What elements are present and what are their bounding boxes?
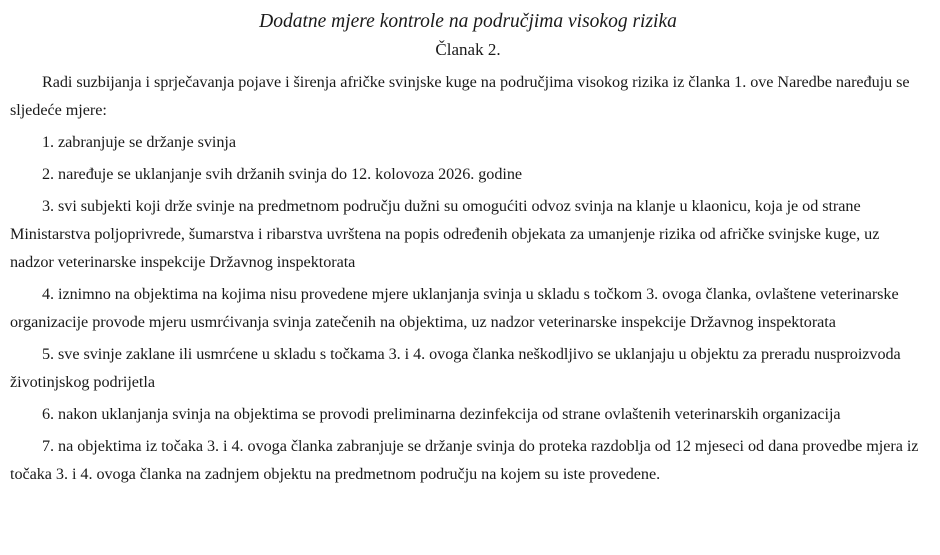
- measure-7: 7. na objektima iz točaka 3. i 4. ovoga članka zabranjuje se držanje svinja do proteka razdoblja od 12 mjeseci od dana provedbe mjera iz točaka 3. i 4. ovoga članka na zadnjem objektu na predmetnom području na kojem su iste provedene.: [10, 437, 919, 483]
- document-title: Dodatne mjere kontrole na područjima visokog rizika: [259, 11, 677, 32]
- article-heading: Članak 2.: [435, 40, 501, 59]
- measure-5: 5. sve svinje zaklane ili usmrćene u skladu s točkama 3. i 4. ovoga članka neškodljivo se uklanjaju u objektu za preradu nusproizvoda životinjskog podrijetla: [10, 345, 901, 391]
- intro-paragraph: Radi suzbijanja i sprječavanja pojave i širenja afričke svinjske kuge na područjima visokog rizika iz članka 1. ove Naredbe naređuju se sljedeće mjere:: [10, 73, 910, 119]
- measure-3: 3. svi subjekti koji drže svinje na predmetnom području dužni su omogućiti odvoz svinja na klanje u klaonicu, koja je od strane Ministarstva poljoprivrede, šumarstva i ribarstva uvrštena na popis određenih objekata za umanjenje rizika od afričke svinjske kuge, uz nadzor veterinarske inspekcije Državnog inspektorata: [10, 197, 880, 271]
- measure-4: 4. iznimno na objektima na kojima nisu provedene mjere uklanjanja svinja u skladu s točkom 3. ovoga članka, ovlaštene veterinarske organizacije provode mjeru usmrćivanja svinja zatečenih na objektima, uz nadzor veterinarske inspekcije Državnog inspektorata: [10, 285, 899, 331]
- measure-1: 1. zabranjuje se držanje svinja: [42, 133, 236, 151]
- measure-2: 2. naređuje se uklanjanje svih držanih svinja do 12. kolovoza 2026. godine: [42, 165, 523, 183]
- measure-6: 6. nakon uklanjanja svinja na objektima se provodi preliminarna dezinfekcija od strane ovlaštenih veterinarskih organizacija: [42, 405, 841, 423]
